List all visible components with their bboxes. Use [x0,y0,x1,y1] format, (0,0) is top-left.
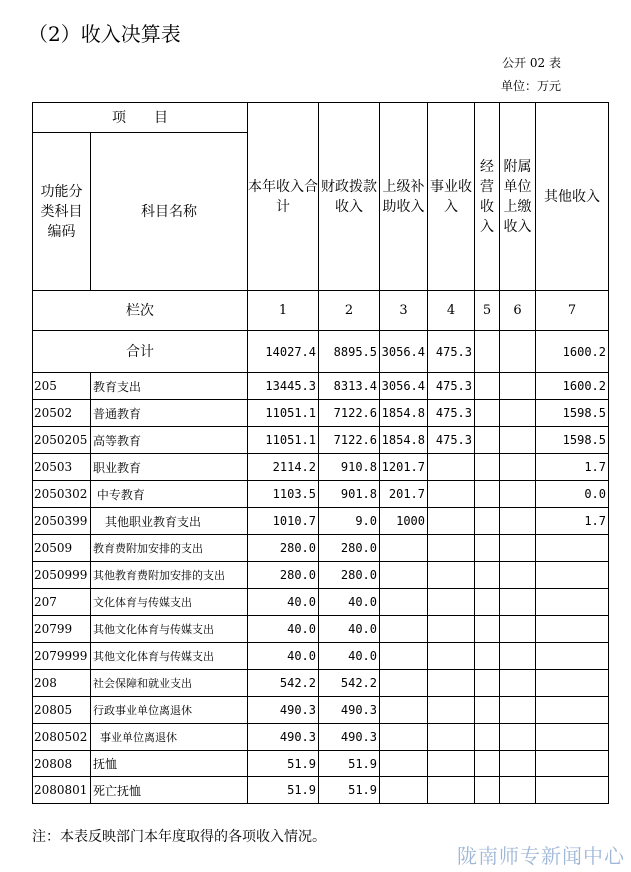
row-code: 2080801 [33,777,91,804]
row-code: 2050205 [33,427,91,454]
row-name: 其他教育费附加安排的支出 [91,562,248,589]
table-row [33,481,609,508]
row-value: 40.0 [248,589,319,616]
row-value [536,643,609,670]
row-name: 中专教育 [91,481,248,508]
row-value: 201.7 [380,481,428,508]
table-row [33,400,609,427]
row-code: 20509 [33,535,91,562]
table-row [33,724,609,751]
row-value [475,616,500,643]
row-code: 20503 [33,454,91,481]
table-row [33,589,609,616]
header-col-5: 经营收入 [475,103,500,291]
income-table [32,102,609,804]
row-value [500,562,536,589]
row-value: 2114.2 [248,454,319,481]
row-value [500,777,536,804]
row-value [500,589,536,616]
row-value [500,535,536,562]
row-value [475,589,500,616]
header-col-6: 附属单位上缴收入 [500,103,536,291]
row-value: 7122.6 [319,400,380,427]
column-index: 5 [475,291,500,331]
row-value [536,724,609,751]
row-value: 1.7 [536,454,609,481]
row-value: 490.3 [248,724,319,751]
row-name: 事业单位离退休 [91,724,248,751]
row-name: 死亡抚恤 [91,777,248,804]
row-value [536,777,609,804]
header-col-7: 其他收入 [536,103,609,291]
row-value [380,589,428,616]
row-value [500,616,536,643]
column-index: 1 [248,291,319,331]
header-subject-name: 科目名称 [91,133,248,291]
header-col-1: 本年收入合计 [248,103,319,291]
row-value: 490.3 [319,724,380,751]
row-name: 抚恤 [91,751,248,777]
row-value: 542.2 [319,670,380,697]
row-value: 1103.5 [248,481,319,508]
row-value [500,454,536,481]
row-value: 475.3 [428,373,475,400]
total-cell: 8895.5 [319,331,380,373]
column-index: 7 [536,291,609,331]
table-row [33,697,609,724]
row-value [536,670,609,697]
row-value: 1.7 [536,508,609,535]
row-value: 11051.1 [248,427,319,454]
row-name: 教育费附加安排的支出 [91,535,248,562]
row-value [475,643,500,670]
row-value [380,751,428,777]
row-value: 3056.4 [380,373,428,400]
row-name: 其他文化体育与传媒支出 [91,643,248,670]
footnote: 注：本表反映部门本年度取得的各项收入情况。 [32,829,326,845]
row-value [500,643,536,670]
row-value [428,697,475,724]
row-value: 910.8 [319,454,380,481]
table-row [33,373,609,400]
total-cell: 1600.2 [536,331,609,373]
header-item: 项 目 [33,103,248,133]
row-value [500,697,536,724]
row-value: 40.0 [319,643,380,670]
table-row [33,454,609,481]
row-value [380,670,428,697]
watermark: 陇南师专新闻中心 [457,844,625,868]
row-value: 1000 [380,508,428,535]
row-name: 文化体育与传媒支出 [91,589,248,616]
row-value: 1854.8 [380,400,428,427]
table-row [33,670,609,697]
row-value: 280.0 [319,562,380,589]
total-label: 合计 [33,331,248,373]
row-value [536,616,609,643]
row-name: 普通教育 [91,400,248,427]
row-value [475,535,500,562]
row-value [475,724,500,751]
row-code: 208 [33,670,91,697]
total-cell: 3056.4 [380,331,428,373]
row-name: 行政事业单位离退休 [91,697,248,724]
row-name: 高等教育 [91,427,248,454]
row-value [536,589,609,616]
row-value [428,777,475,804]
row-code: 2050999 [33,562,91,589]
row-value: 51.9 [248,777,319,804]
row-code: 20805 [33,697,91,724]
row-code: 2050399 [33,508,91,535]
row-value: 51.9 [319,751,380,777]
row-value [536,562,609,589]
row-value [475,373,500,400]
row-value [428,616,475,643]
row-value: 11051.1 [248,400,319,427]
row-value [428,751,475,777]
row-value [536,751,609,777]
header-col-4: 事业收入 [428,103,475,291]
row-value [380,616,428,643]
row-value [428,481,475,508]
row-value: 490.3 [248,697,319,724]
row-code: 2080502 [33,724,91,751]
row-value [428,454,475,481]
row-value [536,697,609,724]
row-value: 901.8 [319,481,380,508]
table-row [33,535,609,562]
row-value [380,697,428,724]
row-value: 0.0 [536,481,609,508]
table-row [33,777,609,804]
page-title: （2）收入决算表 [28,22,181,46]
row-value [475,427,500,454]
row-value: 1600.2 [536,373,609,400]
table-row [33,643,609,670]
row-name: 社会保障和就业支出 [91,670,248,697]
column-index: 3 [380,291,428,331]
table-row [33,751,609,777]
row-value [428,535,475,562]
row-value: 475.3 [428,427,475,454]
row-value: 40.0 [319,589,380,616]
column-index: 2 [319,291,380,331]
row-value [500,400,536,427]
row-value: 7122.6 [319,427,380,454]
row-value: 1010.7 [248,508,319,535]
table-row [33,616,609,643]
row-value [380,724,428,751]
row-value [428,724,475,751]
row-name: 其他职业教育支出 [91,508,248,535]
row-value [475,481,500,508]
row-name: 教育支出 [91,373,248,400]
row-value [500,670,536,697]
row-value [500,481,536,508]
row-value: 280.0 [248,562,319,589]
row-code: 205 [33,373,91,400]
table-row [33,508,609,535]
row-code: 2050302 [33,481,91,508]
row-value [475,697,500,724]
row-value: 280.0 [319,535,380,562]
total-cell: 475.3 [428,331,475,373]
total-cell [500,331,536,373]
column-index: 4 [428,291,475,331]
row-value: 280.0 [248,535,319,562]
row-code: 20502 [33,400,91,427]
row-value [428,589,475,616]
table-row [33,562,609,589]
row-value: 1598.5 [536,400,609,427]
row-value: 40.0 [319,616,380,643]
row-value: 1598.5 [536,427,609,454]
row-value [475,751,500,777]
row-value [475,400,500,427]
row-value: 542.2 [248,670,319,697]
row-value [475,454,500,481]
row-value: 51.9 [248,751,319,777]
row-value: 490.3 [319,697,380,724]
row-code: 20808 [33,751,91,777]
row-value [536,535,609,562]
header-func-code: 功能分类科目编码 [33,133,91,291]
row-value [428,562,475,589]
row-value [500,724,536,751]
row-value [475,670,500,697]
row-code: 2079999 [33,643,91,670]
row-value [428,643,475,670]
row-value [428,508,475,535]
unit-label: 单位：万元 [500,79,561,93]
row-code: 20799 [33,616,91,643]
row-value: 13445.3 [248,373,319,400]
row-value [475,508,500,535]
row-value: 475.3 [428,400,475,427]
row-value [500,427,536,454]
row-value: 8313.4 [319,373,380,400]
row-name: 其他文化体育与传媒支出 [91,616,248,643]
table-row [33,427,609,454]
row-code: 207 [33,589,91,616]
table-code: 公开 02 表 [502,56,561,70]
total-cell [475,331,500,373]
row-value [380,643,428,670]
row-value [475,777,500,804]
total-cell: 14027.4 [248,331,319,373]
header-col-3: 上级补助收入 [380,103,428,291]
row-value [380,562,428,589]
row-value: 40.0 [248,616,319,643]
row-value [428,670,475,697]
column-index: 6 [500,291,536,331]
row-value [500,508,536,535]
row-value: 1201.7 [380,454,428,481]
row-value: 51.9 [319,777,380,804]
data-rows [33,373,609,804]
row-value: 1854.8 [380,427,428,454]
row-value [475,562,500,589]
row-value [380,777,428,804]
header-col-2: 财政拨款收入 [319,103,380,291]
row-value: 9.0 [319,508,380,535]
column-index-label: 栏次 [33,291,248,331]
row-value [380,535,428,562]
row-value [500,373,536,400]
row-value [500,751,536,777]
row-value: 40.0 [248,643,319,670]
row-name: 职业教育 [91,454,248,481]
